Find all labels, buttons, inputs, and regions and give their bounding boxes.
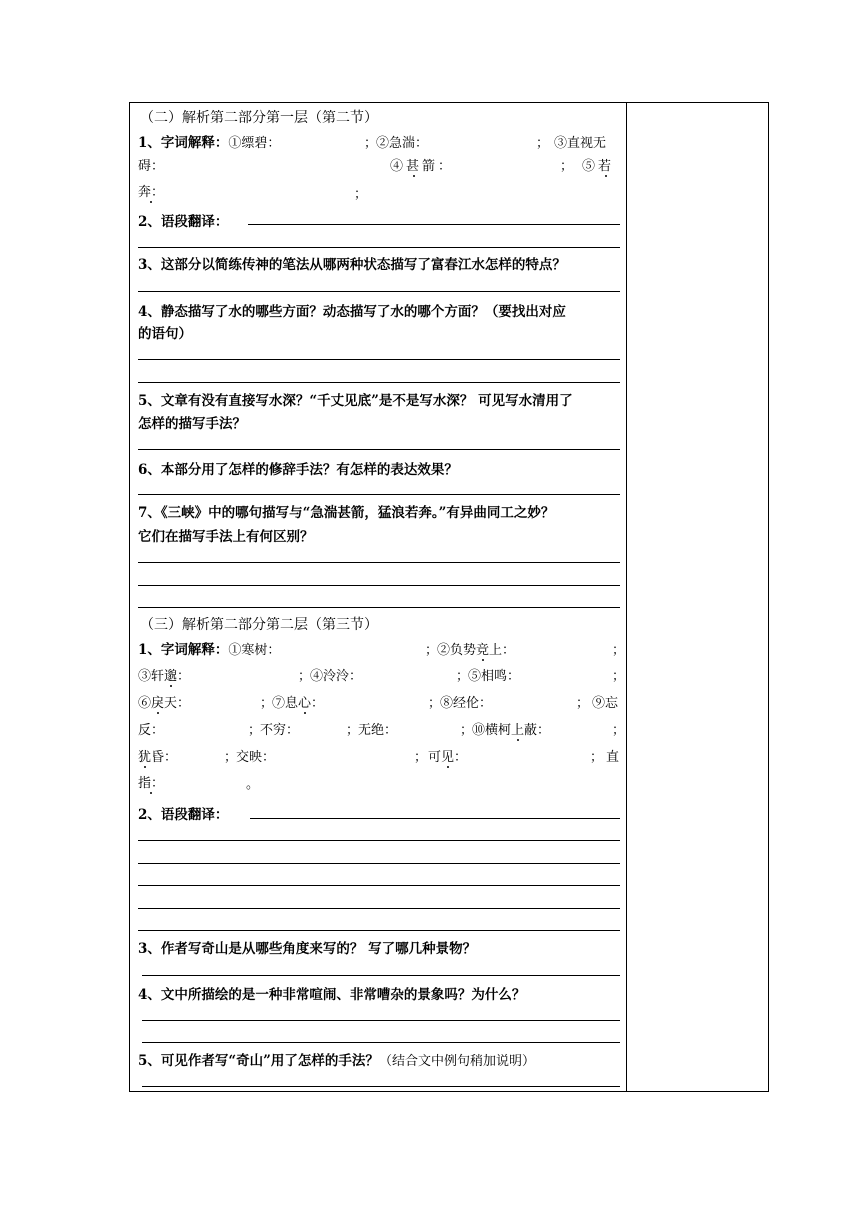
term-jiaoying: 交映： [236,750,276,765]
semicolon: ； [560,159,574,174]
section3-q4: 4、文中所描绘的是一种非常喧闹、非常嘈杂的景象吗？为什么？ [138,987,526,1003]
section3-q5-note: （结合文中例句稍加说明） [378,1054,535,1069]
answer-line [250,818,620,819]
answer-line [138,247,620,248]
section2-q7-line1: 7、《三峡》中的哪句描写与“急湍甚箭，猛浪若奔。”有异曲同工之妙？ [138,505,555,521]
answer-line [138,449,620,450]
section3-q1-label: 1、字词解释： [138,642,229,658]
semicolon: ； [354,187,368,202]
answer-line [142,975,620,976]
term-zhizhi-part1: 直 [606,750,620,765]
semicolon: ； [576,696,590,711]
section3-q5-main: 5、可见作者写“奇山”用了怎样的手法？ [138,1053,379,1069]
answer-line [138,291,620,292]
term-wujue: 无绝： [358,723,398,738]
term-jituan: ②急湍： [376,136,429,151]
semicolon: ； [364,136,378,151]
term-ruoben-part1: ⑤若 [582,159,615,174]
semicolon: ； [248,723,262,738]
semicolon: ； [414,750,428,765]
section2-q1-line1 [138,131,280,151]
answer-line [142,1086,620,1087]
section3-q1-line1 [138,638,280,658]
section2-q1-label: 1、字词解释： [138,135,229,151]
term-litian: ⑥戾天： [138,696,191,711]
term-hanshu: ①寒树： [228,643,281,658]
term-lengling: ④泠泠： [310,669,363,684]
semicolon: ； [298,669,312,684]
semicolon: ； [428,696,442,711]
answer-line [138,840,620,841]
term-buqiong: 不穷： [260,723,300,738]
answer-line [138,908,620,909]
term-shenjian: ④甚箭： [390,159,455,174]
term-hengkeshangbi: ⑩横柯上蔽： [472,723,551,738]
semicolon: ； [590,750,604,765]
section3-q5 [138,1049,535,1069]
worksheet-table [129,102,769,1092]
section2-q6: 6、本部分用了怎样的修辞手法？有怎样的表达效果？ [138,462,458,478]
term-piaobi: ①缥碧： [228,136,281,151]
term-wangfan-part1: ⑨忘 [592,696,619,711]
term-wangfan-part2: 反： [138,723,165,738]
section3-q2-label: 2、语段翻译： [138,807,229,823]
semicolon: ； [612,643,626,658]
section2-q2-label: 2、语段翻译： [138,214,229,230]
answer-line [138,930,620,931]
answer-line [138,359,620,360]
answer-line [138,494,620,495]
section2-q4-line1: 4、静态描写了水的哪些方面？动态描写了水的哪个方面？（要找出对应 [138,304,566,320]
semicolon: ； [460,723,474,738]
answer-line [142,1042,620,1043]
term-jinglun: ⑧经伦： [440,696,493,711]
term-fushijingshang: ②负势竞上： [437,643,516,658]
term-xixin: ⑦息心： [272,696,325,711]
answer-line [138,607,620,608]
semicolon: ； [456,669,470,684]
term-zhishiwuai-part1: ③直视无 [554,136,607,151]
column-divider [626,103,627,1091]
term-xiangming: ⑤相鸣： [468,669,521,684]
section2-heading: （二）解析第二部分第一层（第二节） [140,110,378,126]
section3-q3: 3、作者写奇山是从哪些角度来写的？ 写了哪几种景物？ [138,941,477,957]
term-zhizhi-part2: 指： [138,776,165,791]
term-zhishiwuai-part2: 碍： [138,159,165,174]
answer-line [138,863,620,864]
semicolon: ； [612,669,626,684]
term-ruoben-part2: 奔： [138,185,165,200]
answer-line [138,585,620,586]
period: 。 [246,777,260,792]
answer-line [138,382,620,383]
semicolon: ； [260,696,274,711]
semicolon: ； [224,750,238,765]
section2-q5-line1: 5、文章有没有直接写水深？“千丈见底”是不是写水深？ 可见写水清用了 [138,393,573,409]
section2-q5-line2: 怎样的描写手法？ [138,416,246,432]
answer-line [138,885,620,886]
term-youhun: 犹昏： [138,750,178,765]
answer-line [248,224,620,225]
semicolon: ； [612,723,626,738]
section2-q4-line2: 的语句） [138,326,192,342]
semicolon: ； [346,723,360,738]
semicolon: ； [425,643,439,658]
semicolon: ； [536,136,550,151]
answer-line [138,562,620,563]
main-column [138,103,626,1091]
section3-heading: （三）解析第二部分第二层（第三节） [140,617,378,633]
term-xuanmiao: ③轩邈： [138,669,191,684]
term-kejian: 可见： [428,750,468,765]
section2-q7-line2: 它们在描写手法上有何区别？ [138,529,314,545]
section2-q3: 3、这部分以简练传神的笔法从哪两种状态描写了富春江水怎样的特点？ [138,257,566,273]
answer-line [142,1020,620,1021]
